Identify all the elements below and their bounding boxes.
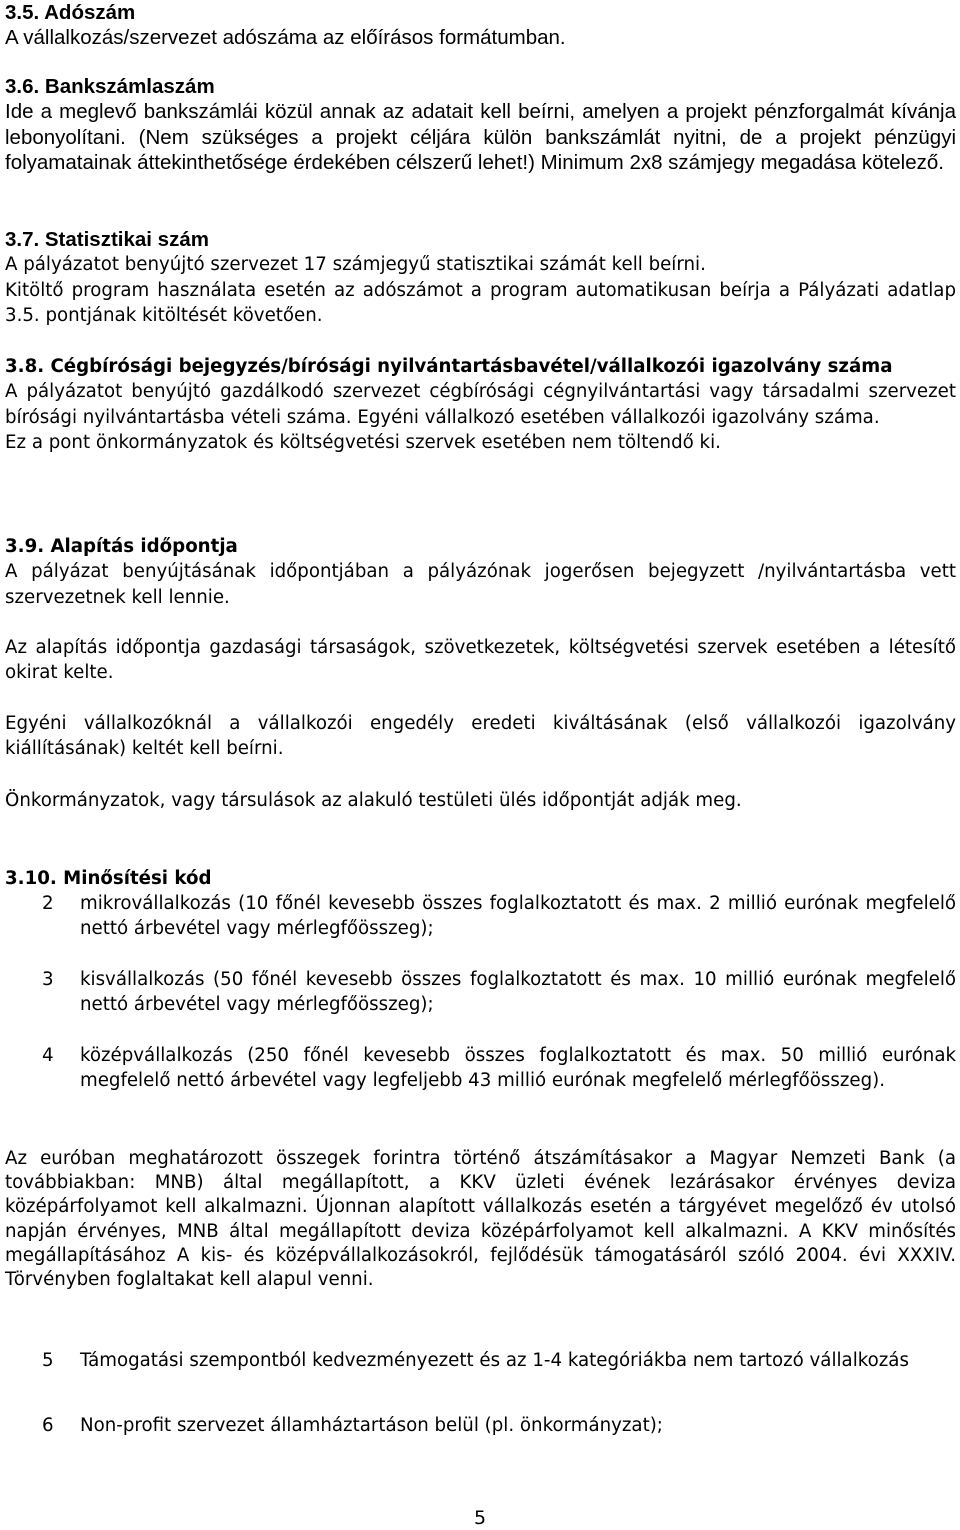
section-body: A pályázatot benyújtó gazdálkodó szervezet cégbírósági cégnyilvántartási vagy társadalmi szervezet bírósági nyilvántartásba vételi száma. Egyéni vállalkozó esetében vállalkozói igazolvány száma. xyxy=(5,381,956,428)
section-heading: 3.5. Adószám xyxy=(5,1,136,24)
item-number: 6 xyxy=(42,1415,54,1436)
item-text: Támogatási szempontból kedvezményezett és az 1-4 kategóriákba nem tartozó vállalkozás xyxy=(80,1350,909,1371)
section-body: A vállalkozás/szervezet adószáma az előírásos formátumban. xyxy=(5,26,566,50)
section-heading: 3.7. Statisztikai szám xyxy=(5,228,209,251)
section-heading: 3.8. Cégbírósági bejegyzés/bírósági nyilvántartásbavétel/vállalkozói igazolvány száma xyxy=(5,356,893,377)
item-number: 3 xyxy=(42,969,54,990)
section-3-9-p3 xyxy=(5,711,956,762)
section-paragraph: A pályázat benyújtásának időpontjában a pályázónak jogerősen bejegyzett /nyilvántartásba vett szervezetnek kell lennie. xyxy=(5,561,956,608)
section-heading: 3.6. Bankszámlaszám xyxy=(5,75,215,98)
section-3-6 xyxy=(5,74,956,176)
section-3-9 xyxy=(5,534,956,610)
section-body: Kitöltő program használata esetén az adószámot a program automatikusan beírja a Pályázati adatlap 3.5. pontjának kitöltését követően. xyxy=(5,279,956,327)
item-text: kisvállalkozás (50 főnél kevesebb összes foglalkoztatott és max. 10 millió eurónak megfelelő nettó árbevétel vagy mérlegfőösszeg); xyxy=(80,969,956,1016)
item-text: középvállalkozás (250 főnél kevesebb összes foglalkoztatott és max. 50 millió eurónak megfelelő nettó árbevétel vagy legfeljebb 43 millió eurónak megfelelő mérlegfőösszeg). xyxy=(80,1045,956,1092)
section-heading: 3.10. Minősítési kód xyxy=(5,868,212,889)
section-paragraph: Egyéni vállalkozóknál a vállalkozói engedély eredeti kiváltásának (első vállalkozói igazolvány kiállításának) keltét kell beírni. xyxy=(5,713,956,760)
item-text: Non-profit szervezet államháztartáson belül (pl. önkormányzat); xyxy=(80,1415,663,1436)
section-3-7 xyxy=(5,227,956,329)
section-3-9-p2 xyxy=(5,635,956,686)
section-heading: 3.9. Alapítás időpontja xyxy=(5,536,238,557)
section-paragraph: Az alapítás időpontja gazdasági társaságok, szövetkezetek, költségvetési szervek esetében a létesítő okirat kelte. xyxy=(5,637,956,684)
section-body: A pályázatot benyújtó szervezet 17 számjegyű statisztikai számát kell beírni. xyxy=(5,254,706,276)
item-number: 2 xyxy=(42,893,54,914)
section-paragraph: Önkormányzatok, vagy társulások az alakuló testületi ülés időpontját adják meg. xyxy=(5,790,742,811)
item-number: 5 xyxy=(42,1350,54,1371)
item-number: 4 xyxy=(42,1045,54,1066)
section-3-9-p4 xyxy=(5,788,956,813)
page-number: 5 xyxy=(473,1507,487,1529)
item-text: mikrovállalkozás (10 főnél kevesebb összes foglalkoztatott és max. 2 millió eurónak megfelelő nettó árbevétel vagy mérlegfőösszeg); xyxy=(80,893,956,940)
section-paragraph: Az euróban meghatározott összegek forintra történő átszámításakor a Magyar Nemzeti Bank (a továbbiakban: MNB) által megállapított, a KKV üzleti évének lezárásakor érvényes deviza középárfolyamot kell alkalmazni. Újonnan alapított vállalkozás esetén a tárgyévet megelőző év utolsó napján érvényes, MNB által megállapított deviza középárfolyamot kell alkalmazni. A KKV minősítés megállapításához A kis- és középvállalkozásokról, fejlődésük támogatásáról szóló 2004. évi XXXIV. Törvényben foglaltakat kell alapul venni. xyxy=(5,1148,956,1291)
section-3-10 xyxy=(5,866,956,891)
section-body: Ide a meglevő bankszámlái közül annak az adatait kell beírni, amelyen a projekt pénzforgalmát kívánja lebonyolítani. (Nem szükséges a projekt céljára külön bankszámlát nyitni, de a projekt pénzügyi folyamatainak áttekinthetősége érdekében célszerű lehet!) Minimum 2x8 számjegy megadása kötelező. xyxy=(5,100,956,175)
section-body: Ez a pont önkormányzatok és költségvetési szervek esetében nem töltendő ki. xyxy=(5,432,721,454)
section-3-10-paragraph xyxy=(5,1147,956,1292)
section-3-5 xyxy=(5,0,956,51)
section-3-8 xyxy=(5,354,956,456)
